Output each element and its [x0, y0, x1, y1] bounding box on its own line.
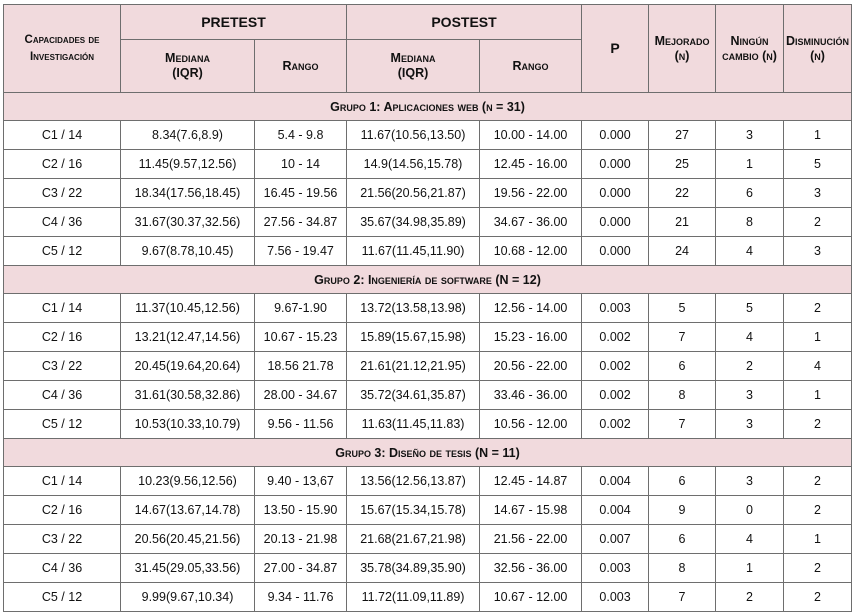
table-cell: 2: [784, 496, 852, 525]
table-cell: 13.72(13.58,13.98): [347, 294, 480, 323]
table-cell: 22: [649, 179, 716, 208]
table-row: [4, 467, 852, 496]
header-postest: POSTEST: [347, 5, 582, 40]
table-row: [4, 150, 852, 179]
table-cell: 0.002: [582, 381, 649, 410]
table-cell: 18.56 21.78: [255, 352, 347, 381]
table-cell: 0: [716, 496, 784, 525]
table-cell: C2 / 16: [4, 323, 121, 352]
table-cell: 5.4 - 9.8: [255, 121, 347, 150]
table-cell: 11.45(9.57,12.56): [121, 150, 255, 179]
table-cell: 9: [649, 496, 716, 525]
table-cell: 8: [649, 381, 716, 410]
table-cell: 2: [784, 410, 852, 439]
table-cell: 34.67 - 36.00: [480, 208, 582, 237]
table-cell: 9.34 - 11.76: [255, 583, 347, 612]
table-cell: 8.34(7.6,8.9): [121, 121, 255, 150]
table-cell: 5: [649, 294, 716, 323]
table-cell: 0.004: [582, 467, 649, 496]
table-cell: 31.67(30.37,32.56): [121, 208, 255, 237]
header-pre-mediana: Mediana (IQR): [121, 40, 255, 93]
table-cell: 6: [649, 525, 716, 554]
table-cell: C5 / 12: [4, 410, 121, 439]
table-cell: 7: [649, 583, 716, 612]
table-cell: 14.67(13.67,14.78): [121, 496, 255, 525]
table-row: [4, 352, 852, 381]
table-cell: 33.46 - 36.00: [480, 381, 582, 410]
table-cell: C4 / 36: [4, 208, 121, 237]
table-cell: 11.72(11.09,11.89): [347, 583, 480, 612]
table-cell: 11.67(10.56,13.50): [347, 121, 480, 150]
table-cell: 14.67 - 15.98: [480, 496, 582, 525]
table-cell: 10.67 - 15.23: [255, 323, 347, 352]
table-cell: 3: [716, 381, 784, 410]
table-cell: 9.99(9.67,10.34): [121, 583, 255, 612]
table-cell: 0.000: [582, 150, 649, 179]
table-cell: 4: [716, 237, 784, 266]
table-row: [4, 381, 852, 410]
table-cell: C3 / 22: [4, 352, 121, 381]
table-cell: 20.13 - 21.98: [255, 525, 347, 554]
table-cell: 31.45(29.05,33.56): [121, 554, 255, 583]
table-cell: 0.003: [582, 583, 649, 612]
table-cell: 31.61(30.58,32.86): [121, 381, 255, 410]
table-cell: C2 / 16: [4, 496, 121, 525]
table-cell: 6: [649, 467, 716, 496]
table-cell: 7: [649, 410, 716, 439]
header-p: P: [582, 5, 649, 93]
table-cell: 24: [649, 237, 716, 266]
table-cell: 14.9(14.56,15.78): [347, 150, 480, 179]
table-cell: 4: [716, 525, 784, 554]
header-pretest: PRETEST: [121, 5, 347, 40]
table-cell: C4 / 36: [4, 554, 121, 583]
table-cell: C2 / 16: [4, 150, 121, 179]
table-cell: 8: [716, 208, 784, 237]
table-cell: C4 / 36: [4, 381, 121, 410]
table-cell: 13.50 - 15.90: [255, 496, 347, 525]
table-cell: 21.56(20.56,21.87): [347, 179, 480, 208]
table-cell: 10.56 - 12.00: [480, 410, 582, 439]
table-cell: 21.61(21.12,21.95): [347, 352, 480, 381]
table-cell: 10.67 - 12.00: [480, 583, 582, 612]
table-cell: 35.72(34.61,35.87): [347, 381, 480, 410]
table-cell: C1 / 14: [4, 121, 121, 150]
table-cell: 32.56 - 36.00: [480, 554, 582, 583]
table-cell: 19.56 - 22.00: [480, 179, 582, 208]
table-cell: 0.003: [582, 554, 649, 583]
table-cell: 2: [784, 467, 852, 496]
table-cell: 3: [716, 410, 784, 439]
header-pre-rango: Rango: [255, 40, 347, 93]
table-cell: 16.45 - 19.56: [255, 179, 347, 208]
table-cell: 10.53(10.33,10.79): [121, 410, 255, 439]
table-cell: 7.56 - 19.47: [255, 237, 347, 266]
table-cell: 11.37(10.45,12.56): [121, 294, 255, 323]
table-cell: 10.00 - 14.00: [480, 121, 582, 150]
table-cell: 18.34(17.56,18.45): [121, 179, 255, 208]
table-cell: 0.000: [582, 179, 649, 208]
table-cell: 10.23(9.56,12.56): [121, 467, 255, 496]
table-cell: 6: [649, 352, 716, 381]
table-cell: 10.68 - 12.00: [480, 237, 582, 266]
table-row: [4, 525, 852, 554]
table-cell: 0.002: [582, 410, 649, 439]
header-capacidades: Capacidades de Investigación: [4, 5, 121, 93]
table-cell: 0.002: [582, 323, 649, 352]
table-cell: 0.000: [582, 237, 649, 266]
table-row: [4, 410, 852, 439]
table-cell: 11.63(11.45,11.83): [347, 410, 480, 439]
group-title: Grupo 1: Aplicaciones web (n = 31): [4, 93, 852, 121]
table-row: [4, 554, 852, 583]
table-cell: 35.78(34.89,35.90): [347, 554, 480, 583]
table-cell: 1: [716, 150, 784, 179]
table-cell: 1: [784, 381, 852, 410]
table-cell: 4: [784, 352, 852, 381]
table-row: [4, 208, 852, 237]
table-cell: 10 - 14: [255, 150, 347, 179]
table-cell: 3: [784, 237, 852, 266]
table-cell: 5: [716, 294, 784, 323]
table-cell: 9.67(8.78,10.45): [121, 237, 255, 266]
table-cell: 12.45 - 16.00: [480, 150, 582, 179]
header-ningun-cambio: Ningún cambio (n): [716, 5, 784, 93]
table-cell: 5: [784, 150, 852, 179]
table-cell: 2: [716, 352, 784, 381]
table-cell: 7: [649, 323, 716, 352]
table-row: [4, 237, 852, 266]
table-cell: 12.45 - 14.87: [480, 467, 582, 496]
table-cell: 27.00 - 34.87: [255, 554, 347, 583]
table-cell: C1 / 14: [4, 467, 121, 496]
table-cell: C3 / 22: [4, 525, 121, 554]
table-cell: 4: [716, 323, 784, 352]
table-cell: 20.56 - 22.00: [480, 352, 582, 381]
table-cell: C1 / 14: [4, 294, 121, 323]
table-row: [4, 294, 852, 323]
table-cell: C5 / 12: [4, 237, 121, 266]
table-cell: 0.002: [582, 352, 649, 381]
table-cell: 0.003: [582, 294, 649, 323]
table-cell: 0.004: [582, 496, 649, 525]
table-cell: 9.56 - 11.56: [255, 410, 347, 439]
table-cell: 0.000: [582, 121, 649, 150]
table-cell: 15.89(15.67,15.98): [347, 323, 480, 352]
header-mejorado: Mejorado (n): [649, 5, 716, 93]
table-cell: 9.40 - 13,67: [255, 467, 347, 496]
table-cell: 2: [716, 583, 784, 612]
table-cell: 3: [716, 467, 784, 496]
table-cell: 15.67(15.34,15.78): [347, 496, 480, 525]
table-cell: 3: [784, 179, 852, 208]
table-cell: 15.23 - 16.00: [480, 323, 582, 352]
table-cell: 27: [649, 121, 716, 150]
header-disminucion: Disminución (n): [784, 5, 852, 93]
header-post-mediana: Mediana (IQR): [347, 40, 480, 93]
table-cell: 1: [784, 121, 852, 150]
table-row: [4, 121, 852, 150]
table-cell: 0.000: [582, 208, 649, 237]
table-cell: 20.56(20.45,21.56): [121, 525, 255, 554]
table-cell: 11.67(11.45,11.90): [347, 237, 480, 266]
table-cell: 9.67-1.90: [255, 294, 347, 323]
table-row: [4, 583, 852, 612]
table-cell: 2: [784, 208, 852, 237]
table-cell: 35.67(34.98,35.89): [347, 208, 480, 237]
table-cell: 13.56(12.56,13.87): [347, 467, 480, 496]
table-cell: C3 / 22: [4, 179, 121, 208]
table-cell: 13.21(12.47,14.56): [121, 323, 255, 352]
group-title: Grupo 2: Ingeniería de software (N = 12): [4, 266, 852, 294]
table-cell: 1: [716, 554, 784, 583]
table-row: [4, 323, 852, 352]
table-cell: 8: [649, 554, 716, 583]
header-post-rango: Rango: [480, 40, 582, 93]
table-cell: 28.00 - 34.67: [255, 381, 347, 410]
table-cell: 20.45(19.64,20.64): [121, 352, 255, 381]
table-cell: 12.56 - 14.00: [480, 294, 582, 323]
table-cell: 3: [716, 121, 784, 150]
table-cell: 1: [784, 525, 852, 554]
table-cell: C5 / 12: [4, 583, 121, 612]
table-cell: 6: [716, 179, 784, 208]
table-row: [4, 179, 852, 208]
table-cell: 0.007: [582, 525, 649, 554]
table-cell: 2: [784, 583, 852, 612]
table-cell: 2: [784, 554, 852, 583]
table-cell: 25: [649, 150, 716, 179]
table-cell: 1: [784, 323, 852, 352]
table-cell: 21: [649, 208, 716, 237]
group-title: Grupo 3: Diseño de tesis (N = 11): [4, 439, 852, 467]
table-cell: 27.56 - 34.87: [255, 208, 347, 237]
table-cell: 21.56 - 22.00: [480, 525, 582, 554]
table-cell: 21.68(21.67,21.98): [347, 525, 480, 554]
results-table: [3, 4, 852, 612]
table-cell: 2: [784, 294, 852, 323]
table-row: [4, 496, 852, 525]
